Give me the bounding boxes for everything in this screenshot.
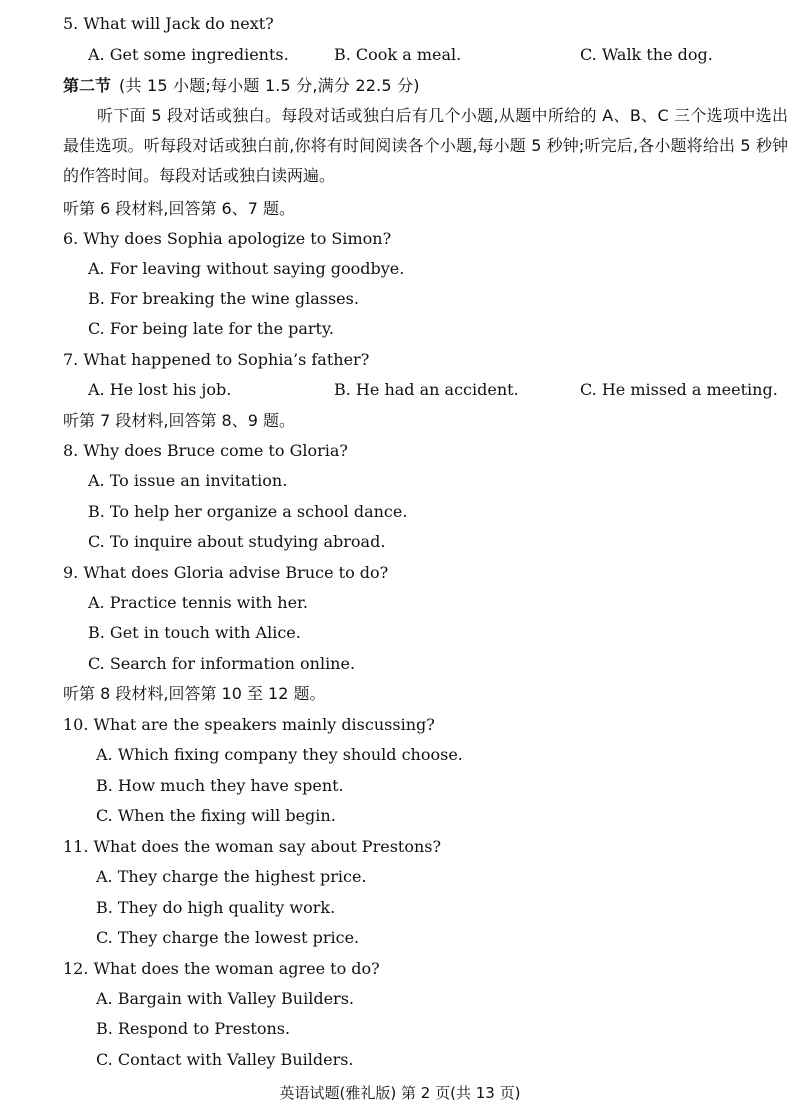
q12-option-b: B. Respond to Prestons. xyxy=(96,1019,291,1038)
question-7: 7. What happened to Sophia’s father? xyxy=(63,350,370,369)
section-2-meta: (共 15 小题;每小题 1.5 分,满分 22.5 分) xyxy=(119,76,420,95)
question-7-options xyxy=(88,380,788,400)
q8-option-a: A. To issue an invitation. xyxy=(88,471,288,490)
section-2-title: 第二节 xyxy=(63,76,112,95)
page-footer: 英语试题(雅礼版) 第 2 页(共 13 页) xyxy=(279,1084,521,1102)
q8-option-b: B. To help her organize a school dance. xyxy=(88,502,408,521)
q5-option-c: C. Walk the dog. xyxy=(580,45,713,64)
material-7-heading: 听第 7 段材料,回答第 8、9 题。 xyxy=(63,411,295,430)
q7-option-a: A. He lost his job. xyxy=(88,380,232,399)
q10-option-b: B. How much they have spent. xyxy=(96,776,344,795)
q10-option-a: A. Which fixing company they should choose. xyxy=(96,745,463,764)
section-2-instructions: 听下面 5 段对话或独白。每段对话或独白后有几个小题,从题中所给的 A、B、C 三个选项中选出最佳选项。听每段对话或独白前,你将有时间阅读各个小题,每小题 5 秒钟;听完后,各小题将给出 5 秒钟的作答时间。每段对话或独白读两遍。 xyxy=(63,106,788,185)
question-8: 8. Why does Bruce come to Gloria? xyxy=(63,441,348,460)
q7-option-b: B. He had an accident. xyxy=(334,380,519,399)
q9-option-c: C. Search for information online. xyxy=(88,654,356,673)
material-8-heading: 听第 8 段材料,回答第 10 至 12 题。 xyxy=(63,684,326,703)
q12-option-c: C. Contact with Valley Builders. xyxy=(96,1050,354,1069)
q5-option-b: B. Cook a meal. xyxy=(334,45,462,64)
q6-option-c: C. For being late for the party. xyxy=(88,319,334,338)
question-5-options xyxy=(88,45,788,65)
q9-option-b: B. Get in touch with Alice. xyxy=(88,623,301,642)
q11-option-c: C. They charge the lowest price. xyxy=(96,928,360,947)
q8-option-c: C. To inquire about studying abroad. xyxy=(88,532,386,551)
question-11: 11. What does the woman say about Prestons? xyxy=(63,837,442,856)
q11-option-b: B. They do high quality work. xyxy=(96,898,336,917)
q5-option-a: A. Get some ingredients. xyxy=(88,45,289,64)
q9-option-a: A. Practice tennis with her. xyxy=(88,593,309,612)
q10-option-c: C. When the fixing will begin. xyxy=(96,806,336,825)
q12-option-a: A. Bargain with Valley Builders. xyxy=(96,989,354,1008)
q7-option-c: C. He missed a meeting. xyxy=(580,380,778,399)
q11-option-a: A. They charge the highest price. xyxy=(96,867,367,886)
question-5: 5. What will Jack do next? xyxy=(63,14,274,33)
q6-option-a: A. For leaving without saying goodbye. xyxy=(88,259,405,278)
question-9: 9. What does Gloria advise Bruce to do? xyxy=(63,563,389,582)
question-12: 12. What does the woman agree to do? xyxy=(63,959,380,978)
question-6: 6. Why does Sophia apologize to Simon? xyxy=(63,229,392,248)
material-6-heading: 听第 6 段材料,回答第 6、7 题。 xyxy=(63,199,295,218)
q6-option-b: B. For breaking the wine glasses. xyxy=(88,289,359,308)
question-10: 10. What are the speakers mainly discussing? xyxy=(63,715,435,734)
section-2-heading xyxy=(63,76,420,96)
